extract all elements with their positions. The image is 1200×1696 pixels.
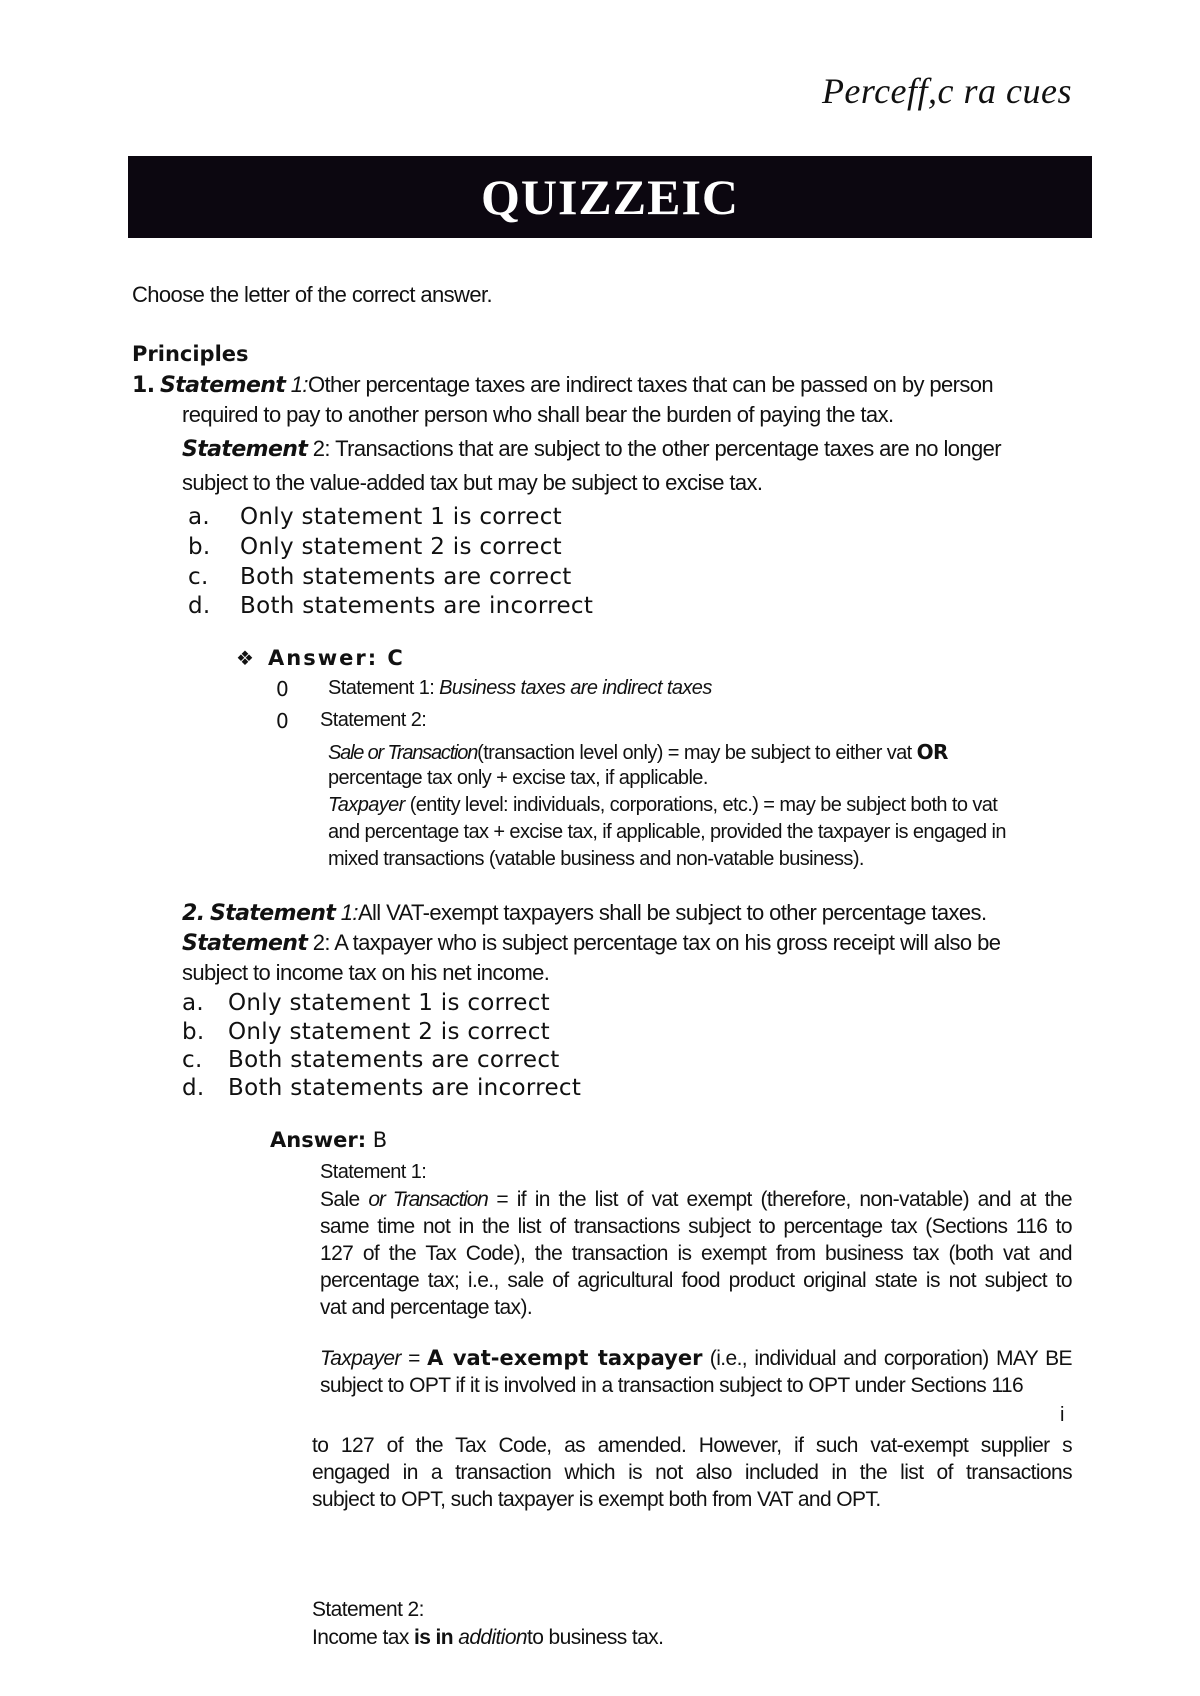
q1-s2-num: 2: [312, 436, 330, 461]
q2-statement-1: 2. Statement 1:All VAT-exempt taxpayers shall be subject to other percentage taxes. [182, 900, 987, 926]
q1-exp-s1: Statement 1: Business taxes are indirect taxes [328, 677, 712, 699]
stray-mark: i [1060, 1404, 1064, 1426]
q2-continuation-paragraph: to 127 of the Tax Code, as amended. However, if such vat-exempt supplier s engaged in a transaction which is not also included in the list of transactions subject to OPT, such taxpayer is exempt both from VAT and OPT. [312, 1434, 1072, 1511]
q2-sale-paragraph: Sale or Transaction = if in the list of vat exempt (therefore, non-vatable) and at the same time not in the list of transactions subject to percentage tax (Sections 116 to 127 of the Tax Code), the transaction is exempt from business tax (both vat and percentage tax; i.e., sale of agricultural food product original state is not subject to vat and percentage tax). [320, 1188, 1072, 1319]
q1-option-b[interactable]: b. Only statement 2 is correct [188, 534, 562, 560]
q1-sub-bullet-2: 0 [276, 709, 289, 733]
q2-option-a[interactable]: a. Only statement 1 is correct [182, 990, 550, 1016]
q2-answer-value: B [372, 1128, 388, 1152]
q1-option-c[interactable]: c. Both statements are correct [188, 564, 572, 590]
q1-s1-line2: required to pay to another person who shall bear the burden of paying the tax. [182, 402, 894, 427]
q1-statement-2 [182, 436, 1001, 462]
q1-taxpayer-line-2: and percentage tax + excise tax, if applicable, provided the taxpayer is engaged in [328, 821, 1006, 843]
q1-statement-1 [132, 372, 993, 398]
q2-answer [270, 1128, 387, 1152]
q2-number: 2. [182, 901, 205, 926]
q1-s1-line1: Other percentage taxes are indirect taxes that can be passed on by person [307, 372, 994, 397]
q1-s2-line1: Transactions that are subject to the other percentage taxes are no longer [335, 436, 1002, 461]
q2-statement-2: Statement 2: A taxpayer who is subject percentage tax on his gross receipt will also be [182, 930, 1001, 956]
q1-number: 1. [132, 373, 155, 398]
q1-answer-label: Answer: C [268, 646, 405, 670]
q1-taxpayer-line-1: Taxpayer (entity level: individuals, corporations, etc.) = may be subject both to vat [328, 794, 998, 816]
q1-statement-label: Statement [159, 373, 286, 398]
q2-option-c[interactable]: c. Both statements are correct [182, 1047, 560, 1073]
q2-income-line: Income tax is in additionto business tax. [312, 1626, 664, 1649]
q1-statement-label-2: Statement [182, 437, 308, 462]
q2-statement-label: Statement [209, 901, 336, 926]
banner-title: QUIZZEIC [480, 169, 740, 225]
q1-option-d[interactable]: d. Both statements are incorrect [188, 593, 594, 619]
q2-answer-label: Answer: [270, 1128, 367, 1152]
q2-option-b[interactable]: b. Only statement 2 is correct [182, 1019, 550, 1045]
q1-taxpayer-line-3: mixed transactions (vatable business and non-vatable business). [328, 848, 864, 870]
q2-exp-s1-label: Statement 1: [320, 1161, 427, 1183]
title-banner [128, 156, 1092, 238]
section-heading: Principles [132, 342, 249, 366]
q1-sale-line-2: percentage tax only + excise tax, if applicable. [328, 767, 708, 789]
q1-s2-line2: subject to the value-added tax but may be subject to excise tax. [182, 470, 763, 495]
q2-s2-line2: subject to income tax on his net income. [182, 960, 550, 985]
q1-sale-line-1: Sale or Transaction(transaction level only) = may be subject to either vat OR [328, 740, 948, 764]
answer-bullet-icon: ❖ [236, 646, 254, 670]
q1-exp-s2-label: Statement 2: [320, 709, 427, 731]
q1-s1-num: 1: [290, 372, 308, 397]
header-brand-text: Perceff,c ra cues [821, 71, 1072, 111]
q1-sub-bullet-1: 0 [276, 677, 289, 701]
q1-option-a[interactable]: a. Only statement 1 is correct [188, 504, 562, 530]
q2-option-d[interactable]: d. Both statements are incorrect [182, 1075, 582, 1101]
q2-taxpayer-paragraph: Taxpayer = A vat-exempt taxpayer (i.e., individual and corporation) MAY BE subject to OPT if it is involved in a transaction subject to OPT under Sections 116 [320, 1346, 1072, 1397]
q2-exp-s2-label: Statement 2: [312, 1598, 424, 1621]
instruction-text: Choose the letter of the correct answer. [132, 282, 492, 307]
